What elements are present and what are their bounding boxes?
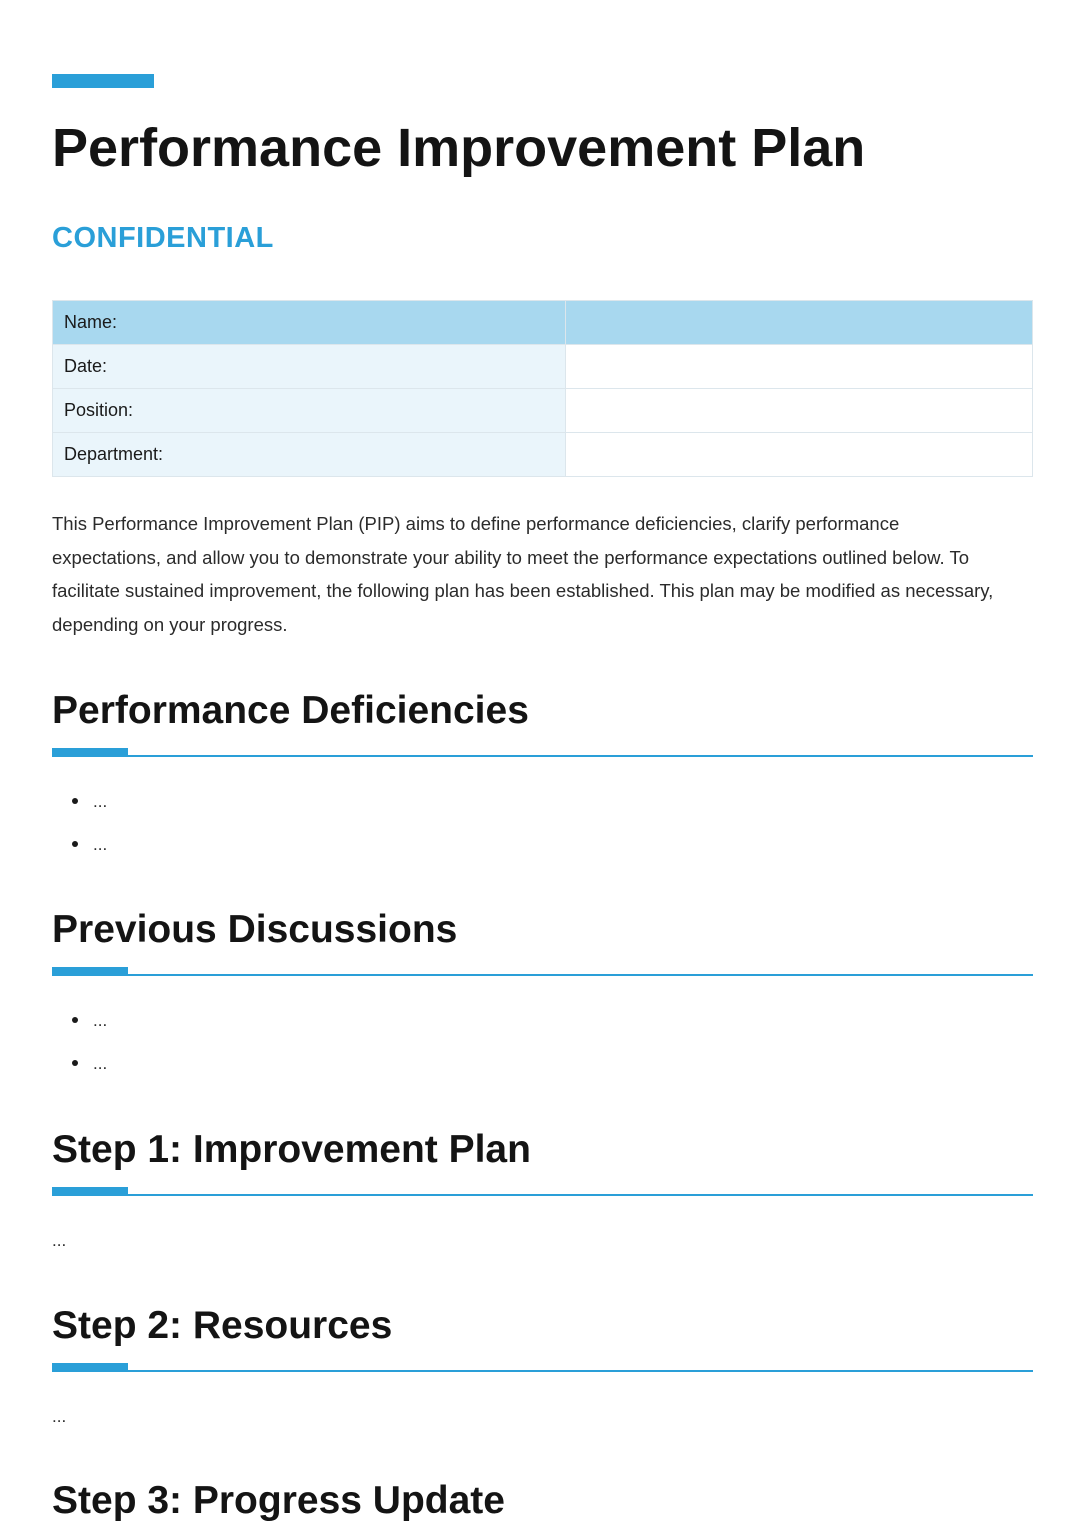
intro-paragraph: This Performance Improvement Plan (PIP) aims to define performance deficiencies, clarify performance expectations, and allow you to demonstrate your ability to meet the performance expectations outlined below. To facilitate sustained improvement, the following plan has been established. This plan may be modified as necessary, depending on your progress. (52, 513, 994, 635)
section-heading: Performance Deficiencies (52, 689, 529, 732)
section-step-1-improvement-plan (52, 1125, 1033, 1262)
section-heading: Step 2: Resources (52, 1304, 393, 1347)
bullet-icon (72, 841, 78, 847)
section-previous-discussions (52, 905, 1033, 1085)
confidential-label: CONFIDENTIAL (52, 222, 274, 254)
document-title: Performance Improvement Plan (52, 118, 866, 178)
table-row (53, 345, 1033, 389)
table-row (53, 433, 1033, 477)
list-item: ... (52, 780, 1033, 823)
bullet-list (52, 780, 1033, 866)
section-step-3-progress-update (52, 1476, 1033, 1526)
section-heading: Step 3: Progress Update (52, 1479, 505, 1522)
section-performance-deficiencies (52, 686, 1033, 866)
list-item: ... (52, 1042, 1033, 1085)
table-row (53, 301, 1033, 345)
table-row (53, 389, 1033, 433)
section-heading: Step 1: Improvement Plan (52, 1128, 531, 1171)
bullet-icon (72, 1060, 78, 1066)
section-divider (52, 967, 1033, 977)
date-value[interactable] (566, 345, 1033, 389)
title-accent-bar (52, 74, 154, 88)
date-label: Date: (53, 345, 566, 389)
section-heading: Previous Discussions (52, 908, 458, 951)
position-value[interactable] (566, 389, 1033, 433)
section-divider (52, 1187, 1033, 1197)
name-label: Name: (53, 301, 566, 345)
bullet-list (52, 999, 1033, 1085)
bullet-icon (72, 798, 78, 804)
section-body: ... (52, 1407, 67, 1426)
list-item: ... (52, 823, 1033, 866)
bullet-icon (72, 1017, 78, 1023)
department-value[interactable] (566, 433, 1033, 477)
section-divider (52, 1363, 1033, 1373)
position-label: Position: (53, 389, 566, 433)
name-value[interactable] (566, 301, 1033, 345)
section-divider (52, 748, 1033, 758)
employee-info-table (52, 300, 1033, 477)
department-label: Department: (53, 433, 566, 477)
section-body: ... (52, 1231, 67, 1250)
list-item: ... (52, 999, 1033, 1042)
section-step-2-resources (52, 1301, 1033, 1438)
